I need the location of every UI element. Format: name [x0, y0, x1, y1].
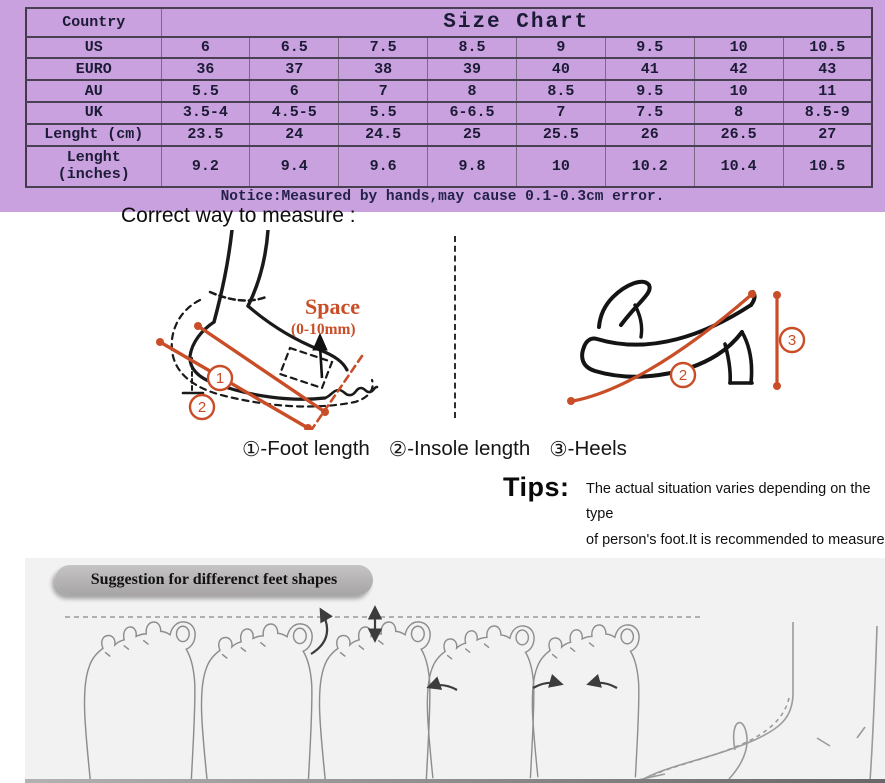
size-cell: 8.5-9: [783, 102, 872, 124]
table-row: [26, 37, 872, 59]
size-cell: 8: [694, 102, 783, 124]
side-foot-sketch: [623, 622, 877, 783]
row-label: UK: [26, 102, 161, 124]
size-cell: 39: [428, 58, 517, 80]
table-row: [26, 80, 872, 102]
foot-measure-diagram: [140, 230, 470, 430]
size-cell: 7.5: [605, 102, 694, 124]
size-cell: 5.5: [161, 80, 250, 102]
table-row: [26, 146, 872, 187]
country-header: Country: [26, 8, 161, 37]
size-cell: 38: [339, 58, 428, 80]
size-cell: 42: [694, 58, 783, 80]
tips-line: The actual situation varies depending on the type: [586, 481, 871, 523]
row-label: AU: [26, 80, 161, 102]
legend-label: -Heels: [567, 437, 627, 460]
size-cell: 8: [428, 80, 517, 102]
size-cell: 7: [339, 80, 428, 102]
size-cell: 9.8: [428, 146, 517, 187]
suggestion-pill: Suggestion for differenct feet shapes: [55, 565, 373, 595]
size-cell: 8.5: [517, 80, 606, 102]
row-label: EURO: [26, 58, 161, 80]
table-row: [26, 102, 872, 124]
size-cell: 43: [783, 58, 872, 80]
size-cell: 10.5: [783, 146, 872, 187]
size-cell: 26.5: [694, 124, 783, 146]
size-cell: 5.5: [339, 102, 428, 124]
size-cell: 26: [605, 124, 694, 146]
size-cell: 4.5-5: [250, 102, 339, 124]
size-cell: 25: [428, 124, 517, 146]
size-cell: 9.5: [605, 37, 694, 59]
size-cell: 11: [783, 80, 872, 102]
measure-heading: Correct way to measure :: [121, 204, 356, 227]
size-cell: 37: [250, 58, 339, 80]
size-chart-table: [25, 7, 873, 188]
marker-2: 2: [197, 399, 207, 416]
legend-item: [242, 437, 370, 462]
table-row: [26, 58, 872, 80]
space-label: Space: [305, 294, 360, 319]
size-cell: 40: [517, 58, 606, 80]
space-range-label: (0-10mm): [291, 321, 356, 338]
size-cell: 9.6: [339, 146, 428, 187]
row-label: Lenght (cm): [26, 124, 161, 146]
feet-shapes-panel: [25, 558, 885, 783]
size-cell: 6: [161, 37, 250, 59]
size-cell: 24.5: [339, 124, 428, 146]
size-cell: 27: [783, 124, 872, 146]
size-chart-title: Size Chart: [161, 8, 872, 37]
notice-text: Notice:Measured by hands,may cause 0.1-0.3cm error.: [220, 189, 665, 205]
table-header-row: [26, 8, 872, 37]
circled-number-icon: ①: [242, 438, 261, 461]
legend-item: [549, 437, 627, 462]
size-cell: 9.4: [250, 146, 339, 187]
feet-shapes-illustration: [25, 598, 885, 783]
size-cell: 23.5: [161, 124, 250, 146]
size-cell: 10: [694, 80, 783, 102]
row-label: US: [26, 37, 161, 59]
size-cell: 7: [517, 102, 606, 124]
marker-3: 3: [787, 332, 797, 349]
table-row: [26, 124, 872, 146]
size-cell: 24: [250, 124, 339, 146]
legend-item: [389, 437, 530, 462]
size-cell: 9: [517, 37, 606, 59]
row-label: Lenght (inches): [26, 146, 161, 187]
measure-legend: [242, 437, 762, 462]
size-cell: 10.4: [694, 146, 783, 187]
size-cell: 9.5: [605, 80, 694, 102]
size-cell: 41: [605, 58, 694, 80]
marker-1: 1: [215, 370, 225, 387]
size-cell: 9.2: [161, 146, 250, 187]
tips-line: of person's foot.It is recommended to measure: [586, 531, 885, 548]
marker-2-shoe: 2: [678, 367, 688, 384]
section-divider: [454, 236, 456, 418]
legend-label: -Foot length: [260, 437, 370, 460]
size-cell: 36: [161, 58, 250, 80]
size-cell: 10.5: [783, 37, 872, 59]
heel-shoe-diagram: [555, 243, 840, 428]
bottom-border-bar: [25, 779, 885, 783]
circled-number-icon: ②: [388, 438, 408, 461]
size-cell: 10: [517, 146, 606, 187]
size-cell: 6.5: [250, 37, 339, 59]
circled-number-icon: ③: [549, 438, 568, 461]
size-chart-header: [0, 0, 885, 212]
legend-label: -Insole length: [407, 437, 531, 460]
size-cell: 6-6.5: [428, 102, 517, 124]
size-cell: 10.2: [605, 146, 694, 187]
size-cell: 10: [694, 37, 783, 59]
size-cell: 8.5: [428, 37, 517, 59]
size-cell: 3.5-4: [161, 102, 250, 124]
size-cell: 6: [250, 80, 339, 102]
size-cell: 25.5: [517, 124, 606, 146]
tips-label: Tips:: [503, 472, 570, 502]
size-cell: 7.5: [339, 37, 428, 59]
